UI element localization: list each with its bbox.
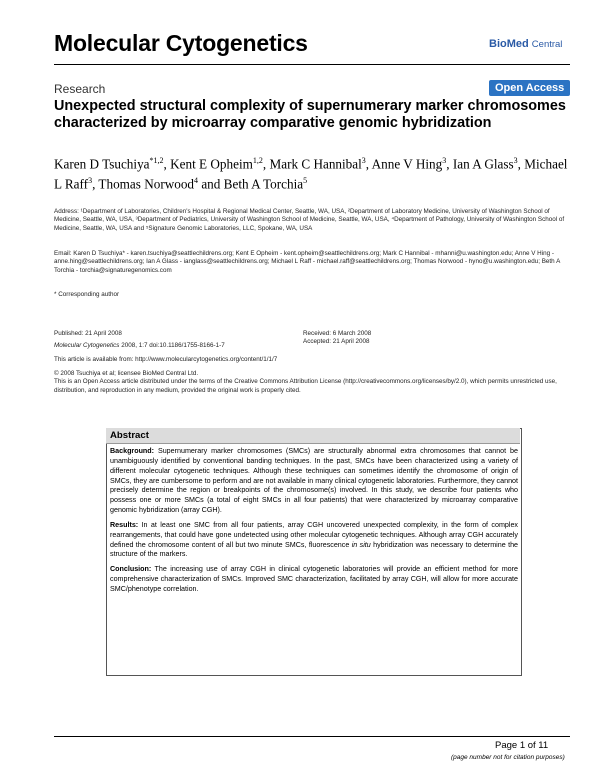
header-rule xyxy=(54,64,570,65)
author-list: Karen D Tsuchiya$^{*1,2}$, Kent E Opheim$^{1,2}$, Mark C Hannibal$^3$, Anne V Hing$^3$, Ian A Glass$^3$, Michael L Raff$^3$, Thomas Norwood$^4$ and Beth A Torchia$^5$ xyxy=(54,156,568,192)
author-affiliation: 3 xyxy=(513,156,518,165)
abstract-heading: Abstract xyxy=(110,430,149,441)
article-url[interactable]: This article is available from: http://www.molecularcytogenetics.org/content/1/1/7 xyxy=(54,356,278,363)
section-label: Research xyxy=(54,82,106,96)
journal-citation: Molecular Cytogenetics 2008, 1:7 doi:10.1186/1755-8166-1-7 xyxy=(54,342,225,349)
author-name: Michael L Raff xyxy=(54,156,568,192)
author-affiliation: 1,2 xyxy=(252,156,263,165)
published-date: Published: 21 April 2008 xyxy=(54,330,122,337)
footer-rule xyxy=(54,736,570,737)
page-number: Page 1 of 11 xyxy=(495,740,549,751)
abstract-header xyxy=(106,428,520,444)
author-name: Kent E Opheim xyxy=(170,156,253,172)
page-number-note: (page number not for citation purposes) xyxy=(451,754,565,761)
copyright-license xyxy=(54,370,570,395)
author-addresses: Address: ¹Department of Laboratories, Children's Hospital & Regional Medical Center, Seattle, WA, USA, ²Department of Laboratory Medicine, University of Washington School of Medicine, Seattle, WA, USA, ³Department of Pediatrics, University of Washington School of Medicine, Seattle, WA, USA, ⁴Department of Pathology, University of Washington School of Medicine, Seattle, WA, USA and ⁵Signature Genomic Laboratories, LLC, Spokane, WA, USA xyxy=(54,208,565,232)
author-affiliation: 4 xyxy=(194,176,199,186)
author-name: Mark C Hannibal xyxy=(269,156,362,172)
accepted-date: Accepted: 21 April 2008 xyxy=(303,338,370,346)
author-name: Karen D Tsuchiya xyxy=(54,156,150,172)
author-name: Ian A Glass xyxy=(452,156,514,172)
author-affiliation: 3 xyxy=(442,156,447,165)
author-affiliation: 3 xyxy=(88,176,93,186)
received-date: Received: 6 March 2008 xyxy=(303,330,372,337)
logo-biomed-text: BioMed xyxy=(489,38,529,50)
license-text: This is an Open Access article distributed under the terms of the Creative Commons Attribution License (http://creativecommons.org/licenses/by/2.0), which permits unrestricted use, distribution, and reproduction in any medium, provided the original work is properly cited. xyxy=(54,378,557,394)
article-title: Unexpected structural complexity of supernumerary marker chromosomes characterized by microarray comparative genomic hybridization xyxy=(54,98,566,131)
author-affiliation: 5 xyxy=(303,176,308,186)
abstract-conclusion: Conclusion: The increasing use of array CGH in clinical cytogenetic laboratories will provide an efficient method for more comprehensive characterization of SMCs. Improved SMC characterization, facilitated by array CGH, will allow for more accurate SMC/phenotype correlation. xyxy=(110,565,518,593)
abstract-results: Results: In at least one SMC from all four patients, array CGH uncovered unexpected complexity, in the form of complex rearrangements, that could have gone undetected using other molecular cytogenetic techniques. Although array CGH accurately defined the chromosome content of all but two minute SMCs, fluorescence in situ hybridization was necessary to determine the structure of the markers. xyxy=(110,520,519,559)
journal-title: Molecular Cytogenetics xyxy=(54,30,308,56)
abstract-body xyxy=(110,447,518,600)
author-affiliation: 3 xyxy=(361,156,366,165)
author-name: Thomas Norwood xyxy=(98,176,195,192)
corresponding-author-note: * Corresponding author xyxy=(54,291,120,298)
biomed-central-logo[interactable] xyxy=(489,38,562,51)
author-name: Beth A Torchia xyxy=(223,176,304,192)
author-affiliation: *1,2 xyxy=(149,156,164,165)
logo-central-text: Central xyxy=(531,39,563,50)
open-access-badge[interactable]: Open Access xyxy=(489,80,570,96)
abstract-background: Background: Supernumerary marker chromosomes (SMCs) are structurally abnormal extra chromosomes that cannot be unambiguously identified by conventional banding techniques. In the past, SMCs have been characterized using a variety of different molecular cytogenetic techniques. Although these techniques can sometimes identify the chromosome of origin of SMCs, they are cumbersome to perform and are not available in many clinical cytogenetic laboratories. Furthermore, they cannot precisely determine the region or breakpoints of the chromosome(s) involved. In this study, we describe four patients who possess one or more SMCs (a total of eight SMCs in all four patients) that were characterized by microarray comparative genomic hybridization (array CGH). xyxy=(110,447,518,515)
author-name: Anne V Hing xyxy=(371,156,443,172)
copyright-line: © 2008 Tsuchiya et al; licensee BioMed Central Ltd. xyxy=(54,370,199,377)
received-accepted-dates xyxy=(303,330,371,347)
author-emails[interactable]: Email: Karen D Tsuchiya* - karen.tsuchiya@seattlechildrens.org; Kent E Opheim - kent.opheim@seattlechildrens.org; Mark C Hannibal - mhanni@u.washington.edu; Anne V Hing - anne.hing@seattlechildrens.org; Ian A Glass - ianglass@seattlechildrens.org; Michael L Raff - michael.raff@seattlechildrens.org; Thomas Norwood - hyno@u.washington.edu; Beth A Torchia - torchia@signaturegenomics.com xyxy=(54,250,560,274)
